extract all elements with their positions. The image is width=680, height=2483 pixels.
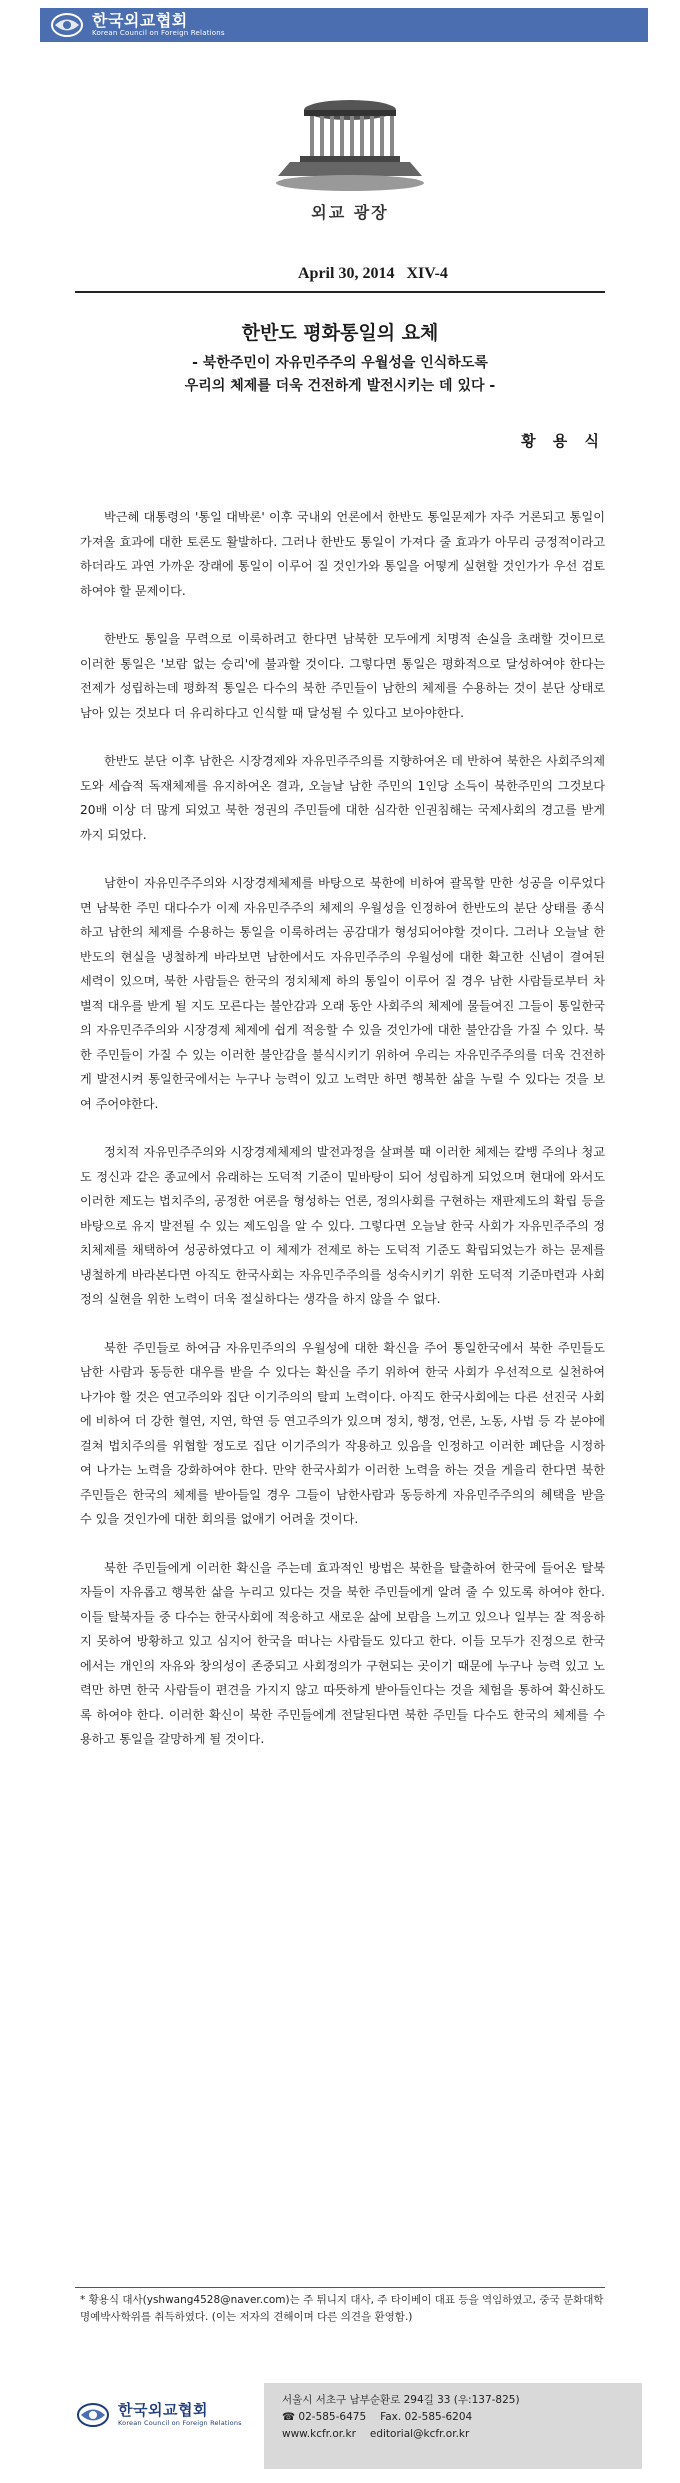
kcfr-emblem-icon [76, 2402, 110, 2428]
article-title: 한반도 평화통일의 요체 [241, 322, 439, 344]
footer-email-link[interactable]: editorial@kcfr.or.kr [369, 2428, 470, 2440]
issue-date: April 30, 2014 [298, 265, 395, 282]
issue-line [298, 265, 448, 283]
header-logo[interactable] [50, 12, 225, 38]
article-paragraph: 박근혜 대통령의 '통일 대박론' 이후 국내외 언론에서 한반도 통일문제가 자주 거론되고 통일이 가져올 효과에 대한 토론도 활발하다. 그러나 한반도 통일이 가져다 줄 효과가 아무리 긍정적이라고 하더라도 과연 가까운 장래에 통일이 이루어 질 것인가와 통일을 어떻게 실현할 것인가가 우선 검토하여야 할 문제이다. [80, 510, 605, 598]
pavilion-illustration-icon [260, 58, 440, 218]
bottom-divider [75, 2287, 605, 2288]
article-author: 황 용 식 [521, 432, 605, 450]
article-paragraph: 한반도 분단 이후 남한은 시장경제와 자유민주주의를 지향하여온 데 반하여 북한은 사회주의제도와 세습적 독재체제를 유지하여온 결과, 오늘날 남한 주민의 1인당 소득이 북한주민의 그것보다 20배 이상 더 많게 되었고 북한 정권의 주민들에 대한 심각한 인권침해는 국제사회의 경고를 받게까지 되었다. [80, 754, 605, 842]
footer-phone-fax-row [282, 2409, 520, 2426]
footer-web-email-row [282, 2426, 520, 2443]
top-divider [75, 291, 605, 293]
header-org-korean: 한국외교협회 [92, 11, 188, 30]
article-paragraph: 한반도 통일을 무력으로 이룩하려고 한다면 남북한 모두에게 치명적 손실을 초래할 것이므로 이러한 통일은 '보람 없는 승리'에 불과할 것이다. 그렇다면 통일은 평화적으로 달성하여야 한다는 전제가 성립하는데 평화적 통일은 다수의 북한 주민들이 남한의 체제를 수용하는 것이 분단 상태로 남아 있는 것보다 더 유리하다고 인식할 때 달성될 수 있다고 보아야한다. [80, 632, 605, 720]
footer-address: 서울시 서초구 남부순환로 294길 33 (우:137-825) [282, 2394, 520, 2406]
footer-contact-info [282, 2392, 520, 2443]
issue-number: XIV-4 [406, 265, 448, 282]
article-subtitle-line2: 우리의 체제를 더욱 건전하게 발전시키는 데 있다 - [184, 378, 496, 394]
article-body [80, 505, 605, 1776]
footer-phone: ☎ 02-585-6475 [282, 2411, 367, 2423]
header-org-english: Korean Council on Foreign Relations [92, 29, 225, 37]
footer-org-english: Korean Council on Foreign Relations [118, 2419, 242, 2427]
footer-org-korean: 한국외교협회 [118, 2401, 208, 2419]
article-paragraph: 북한 주민들로 하여금 자유민주의의 우월성에 대한 확신을 주어 통일한국에서 북한 주민들도 남한 사람과 동등한 대우를 받을 수 있다는 확신을 주기 위하여 한국 사회가 우선적으로 실천하여 나가야 할 것은 연고주의와 집단 이기주의의 탈피 노력이다. 아직도 한국사회에는 다른 선진국 사회에 비하여 더 강한 혈연, 지연, 학연 등 연고주의가 있으며 정치, 행정, 언론, 노동, 사법 등 각 분야에 걸쳐 법치주의를 위협할 정도로 집단 이기주의가 작용하고 있음을 인정하고 이러한 폐단을 시정하여 나가는 노력을 강화하여야 한다. 만약 한국사회가 이러한 노력을 하는 것을 게을리 한다면 북한주민들은 한국의 체제를 받아들일 경우 그들이 남한사람과 동등하게 자유민주주의의 혜택을 받을 수 있을 것인가에 대한 회의를 없애기 어려울 것이다. [80, 1340, 605, 1526]
footer-logo[interactable] [76, 2402, 242, 2428]
footer-website-link[interactable]: www.kcfr.or.kr [282, 2428, 356, 2440]
author-footnote: * 황용식 대사(yshwang4528@naver.com)는 주 튀니지 대사, 주 타이베이 대표 등을 역임하였고, 중국 문화대학 명예박사학위를 취득하였다. (이는 저자의 견해이며 다른 의견을 환영함.) [80, 2294, 604, 2323]
footer-fax: Fax. 02-585-6204 [380, 2411, 473, 2423]
article-paragraph: 북한 주민들에게 이러한 확신을 주는데 효과적인 방법은 북한을 탈출하여 한국에 들어온 탈북자들이 자유롭고 행복한 삶을 누리고 있다는 것을 북한 주민들에게 알려 줄 수 있도록 하여야 한다. 이들 탈북자들 중 다수는 한국사회에 적응하고 새로운 삶에 보람을 느끼고 있으나 일부는 잘 적응하지 못하여 방황하고 있고 심지어 한국을 떠나는 사람들도 있다고 한다. 이들 모두가 진정으로 한국에서는 개인의 자유와 창의성이 존중되고 사회정의가 구현되는 곳이기 때문에 누구나 능력 있고 노력만 하면 한국 사람들이 편견을 가지지 않고 따뜻하게 받아들인다는 것을 체험을 통하여 확신하도록 하여야 한다. 이러한 확신이 북한 주민들에게 전달된다면 북한 주민들 다수도 한국의 체제를 수용하고 통일을 갈망하게 될 것이다. [80, 1560, 605, 1746]
article-paragraph: 남한이 자유민주주의와 시장경제체제를 바탕으로 북한에 비하여 괄목할 만한 성공을 이루었다면 남북한 주민 대다수가 이제 자유민주주의 체제의 우월성을 인정하여 한반도의 분단 상태를 종식하고 남한의 체제를 수용하는 통일을 이룩하려는 공감대가 형성되어야할 것이다. 그러나 오늘날 한반도의 현실을 냉철하게 바라보면 남한에서도 자유민주주의 우월성에 대한 확고한 신념이 결여된 세력이 있으며, 북한 사람들은 한국의 정치체제 하의 통일이 이루어 질 경우 남한 사람들로부터 차별적 대우를 받게 될 지도 모른다는 불안감과 오래 동안 사회주의 체제에 물들여진 그들이 통일한국의 자유민주주의와 시장경제 체제에 쉽게 적응할 수 있을 것인가에 대한 불안감을 가질 수 있다. 북한 주민들이 가질 수 있는 이러한 불안감을 불식시키기 위하여 우리는 자유민주주의를 더욱 건전하게 발전시켜 통일한국에서는 누구나 능력이 있고 노력만 하면 행복한 삶을 누릴 수 있다는 것을 보여 주어야한다. [80, 876, 605, 1111]
article-paragraph: 정치적 자유민주주의와 시장경제체제의 발전과정을 살펴볼 때 이러한 체제는 칼뱅 주의나 청교도 정신과 같은 종교에서 유래하는 도덕적 기준이 밑바탕이 되어 성립하게 되었으며 현대에 와서도 이러한 제도는 법치주의, 공정한 여론을 형성하는 언론, 정의사회를 구현하는 재판제도의 확립 등을 바탕으로 유지 발전될 수 있는 제도임을 알 수 있다. 그렇다면 오늘날 한국 사회가 자유민주주의 정치체제를 채택하여 성공하였다고 이 체제가 전제로 하는 도덕적 기준도 확립되었는가 하는 문제를 냉철하게 바라본다면 아직도 한국사회는 자유민주주의를 성숙시키기 위한 도덕적 기준마련과 사회정의 실현을 위한 노력이 더욱 절실하다는 생각을 하지 않을 수 없다. [80, 1145, 605, 1306]
article-subtitle-line1: - 북한주민이 자유민주주의 우월성을 인식하도록 [192, 355, 488, 371]
kcfr-emblem-icon [50, 12, 84, 38]
masthead-title: 외교 광장 [311, 203, 389, 222]
